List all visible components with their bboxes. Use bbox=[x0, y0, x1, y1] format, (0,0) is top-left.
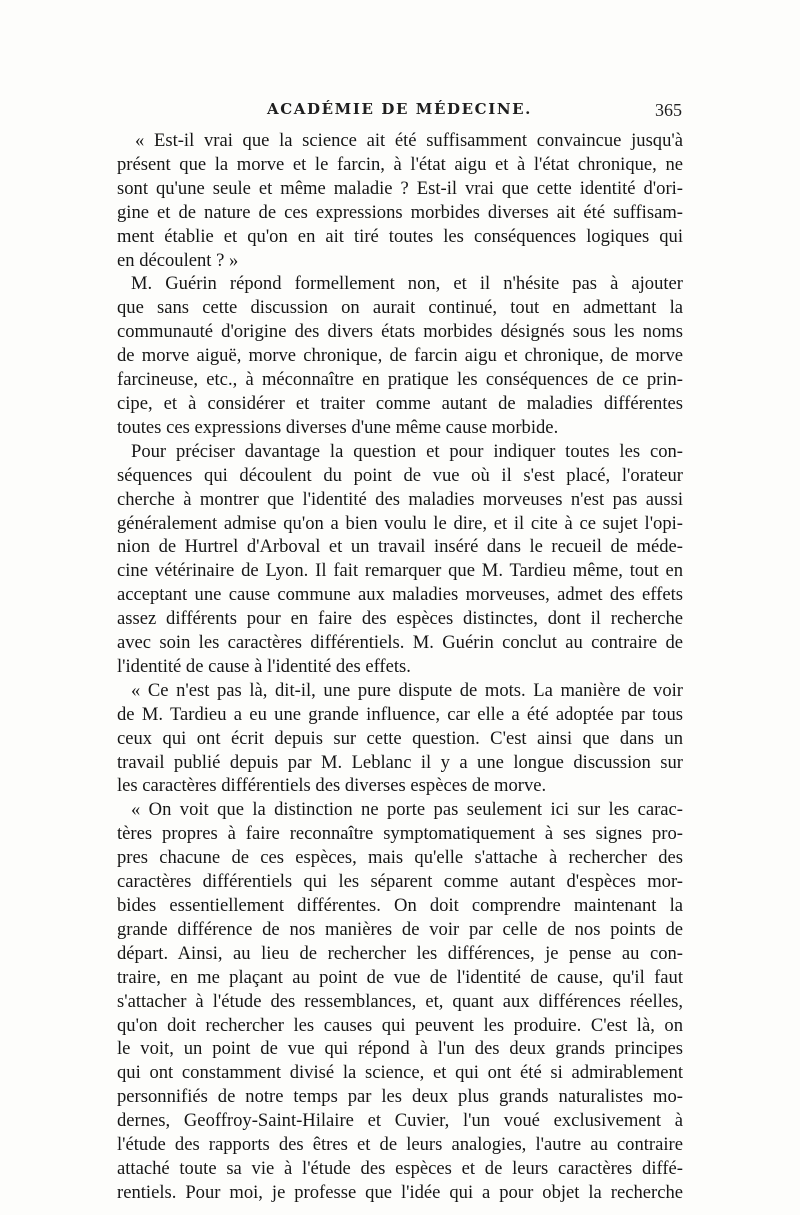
text-line: communauté d'origine des divers états morbides désignés sous les noms bbox=[117, 321, 683, 343]
text-line: de M. Tardieu a eu une grande influence, car elle a été adoptée par tous bbox=[117, 703, 683, 725]
text-line: nion de Hurtrel d'Arboval et un travail inséré dans le recueil de méde- bbox=[117, 536, 683, 558]
text-line: en découlent ? » bbox=[117, 249, 239, 271]
text-line: ceux qui ont écrit depuis sur cette question. C'est ainsi que dans un bbox=[117, 727, 683, 749]
text-line: Pour préciser davantage la question et pour indiquer toutes les con- bbox=[131, 440, 683, 462]
text-line: généralement admise qu'on a bien voulu le dire, et il cite à ce sujet l'opi- bbox=[117, 512, 683, 534]
page-number: 365 bbox=[655, 100, 682, 120]
text-line: l'identité de cause à l'identité des effets. bbox=[117, 655, 411, 677]
text-line: l'étude des rapports des êtres et de leurs analogies, l'autre au contraire bbox=[117, 1134, 683, 1156]
body-text bbox=[117, 129, 683, 1205]
text-line: cherche à montrer que l'identité des maladies morveuses n'est pas aussi bbox=[117, 488, 683, 510]
text-line: assez différents pour en faire des espèces distinctes, dont il recherche bbox=[117, 608, 683, 630]
text-line: dernes, Geoffroy-Saint-Hilaire et Cuvier, l'un voué exclusivement à bbox=[117, 1110, 683, 1132]
text-line: ment établie et qu'on en ait tiré toutes les conséquences logiques qui bbox=[117, 225, 683, 247]
text-line: « Ce n'est pas là, dit-il, une pure dispute de mots. La manière de voir bbox=[131, 679, 683, 701]
text-line: farcineuse, etc., à méconnaître en pratique les conséquences de ce prin- bbox=[117, 369, 683, 391]
text-line: gine et de nature de ces expressions morbides diverses ait été suffisam- bbox=[117, 201, 683, 223]
text-line: travail publié depuis par M. Leblanc il y a une longue discussion sur bbox=[117, 751, 683, 773]
text-line: les caractères différentiels des diverses espèces de morve. bbox=[117, 775, 547, 797]
text-line: « Est-il vrai que la science ait été suffisamment convaincue jusqu'à bbox=[135, 130, 683, 151]
text-line: « On voit que la distinction ne porte pas seulement ici sur les carac- bbox=[131, 799, 683, 821]
text-line: grande différence de nos manières de voir par celle de nos points de bbox=[117, 918, 683, 940]
text-line: que sans cette discussion on aurait continué, tout en admettant la bbox=[117, 297, 683, 319]
text-line: de morve aiguë, morve chronique, de farcin aigu et chronique, de morve bbox=[117, 345, 683, 367]
text-line: le voit, un point de vue qui répond à l'un des deux grands principes bbox=[117, 1038, 683, 1060]
text-line: traire, en me plaçant au point de vue de l'identité de cause, qu'il faut bbox=[117, 966, 683, 988]
text-line: cipe, et à considérer et traiter comme autant de maladies différentes bbox=[117, 392, 683, 414]
text-line: rentiels. Pour moi, je professe que l'idée qui a pour objet la recherche bbox=[117, 1181, 683, 1203]
text-line: présent que la morve et le farcin, à l'état aigu et à l'état chronique, ne bbox=[117, 153, 683, 175]
text-line: départ. Ainsi, au lieu de rechercher les différences, je pense au con- bbox=[117, 942, 683, 964]
text-line: tères propres à faire reconnaître symptomatiquement à ses signes pro- bbox=[117, 823, 683, 845]
text-line: acceptant une cause commune aux maladies morveuses, admet des effets bbox=[117, 584, 683, 606]
text-line: qui ont constamment divisé la science, et qui ont été si admirablement bbox=[117, 1062, 683, 1084]
text-line: attaché toute sa vie à l'étude des espèces et de leurs caractères diffé- bbox=[117, 1157, 683, 1179]
text-line: qu'on doit rechercher les causes qui peuvent les produire. C'est là, on bbox=[117, 1014, 683, 1036]
text-line: s'attacher à l'étude des ressemblances, et, quant aux différences réelles, bbox=[117, 990, 683, 1012]
running-head bbox=[117, 100, 682, 124]
text-line: cine vétérinaire de Lyon. Il fait remarquer que M. Tardieu même, tout en bbox=[117, 560, 683, 582]
text-line: personnifiés de notre temps par les deux plus grands naturalistes mo- bbox=[117, 1086, 683, 1108]
text-line: M. Guérin répond formellement non, et il n'hésite pas à ajouter bbox=[131, 273, 683, 295]
text-line: avec soin les caractères différentiels. M. Guérin conclut au contraire de bbox=[117, 632, 683, 654]
text-line: sont qu'une seule et même maladie ? Est-il vrai que cette identité d'ori- bbox=[117, 177, 683, 199]
text-line: bides essentiellement différentes. On doit comprendre maintenant la bbox=[117, 895, 683, 916]
running-title: ACADÉMIE DE MÉDECINE. bbox=[267, 100, 532, 118]
text-line: caractères différentiels qui les séparent comme autant d'espèces mor- bbox=[117, 871, 683, 893]
text-line: pres chacune de ces espèces, mais qu'elle s'attache à rechercher des bbox=[117, 847, 683, 869]
text-line: séquences qui découlent du point de vue où il s'est placé, l'orateur bbox=[117, 464, 683, 486]
text-line: toutes ces expressions diverses d'une même cause morbide. bbox=[117, 416, 559, 438]
